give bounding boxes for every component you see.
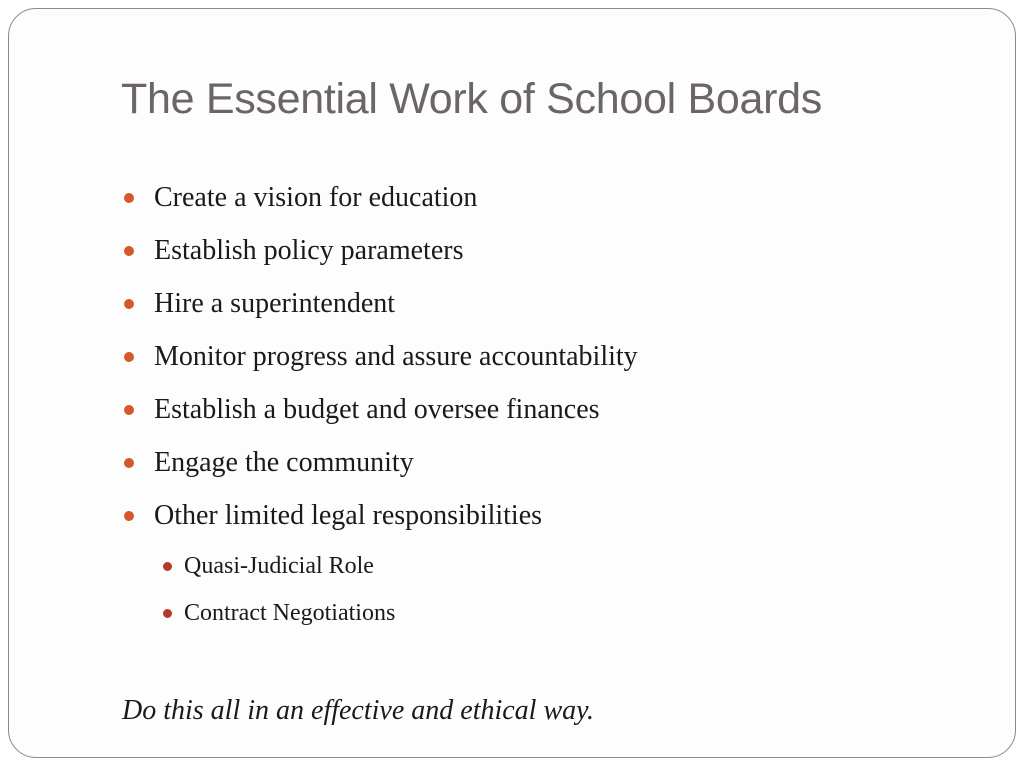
- sub-bullet-text: Contract Negotiations: [184, 600, 396, 626]
- slide-title: The Essential Work of School Boards: [121, 75, 822, 123]
- bullet-dot-icon: [124, 511, 134, 521]
- slide-frame: [8, 8, 1016, 758]
- bullet-text: Create a vision for education: [154, 182, 478, 213]
- sub-bullet-dot-icon: [163, 562, 172, 571]
- bullet-text: Engage the community: [154, 447, 414, 478]
- bullet-dot-icon: [124, 405, 134, 415]
- closing-statement: Do this all in an effective and ethical way.: [122, 695, 595, 726]
- bullet-item: [123, 179, 638, 232]
- bullet-item: [123, 285, 638, 338]
- bullet-dot-icon: [124, 352, 134, 362]
- bullet-dot-icon: [124, 246, 134, 256]
- bullet-dot-icon: [124, 193, 134, 203]
- bullet-dot-icon: [124, 458, 134, 468]
- bullet-item: [123, 444, 638, 497]
- sub-bullet-item: [123, 550, 638, 597]
- bullet-item: [123, 232, 638, 285]
- bullet-item: [123, 497, 638, 550]
- bullet-item: [123, 391, 638, 444]
- sub-bullet-dot-icon: [163, 609, 172, 618]
- bullet-text: Establish policy parameters: [154, 235, 464, 266]
- bullet-text: Establish a budget and oversee finances: [154, 394, 600, 425]
- bullet-text: Other limited legal responsibilities: [154, 500, 543, 531]
- bullet-item: [123, 338, 638, 391]
- bullet-text: Hire a superintendent: [154, 288, 396, 319]
- sub-bullet-text: Quasi-Judicial Role: [184, 553, 374, 579]
- bullet-dot-icon: [124, 299, 134, 309]
- bullet-text: Monitor progress and assure accountability: [154, 341, 638, 372]
- bullet-list: [123, 179, 638, 644]
- sub-bullet-item: [123, 597, 638, 644]
